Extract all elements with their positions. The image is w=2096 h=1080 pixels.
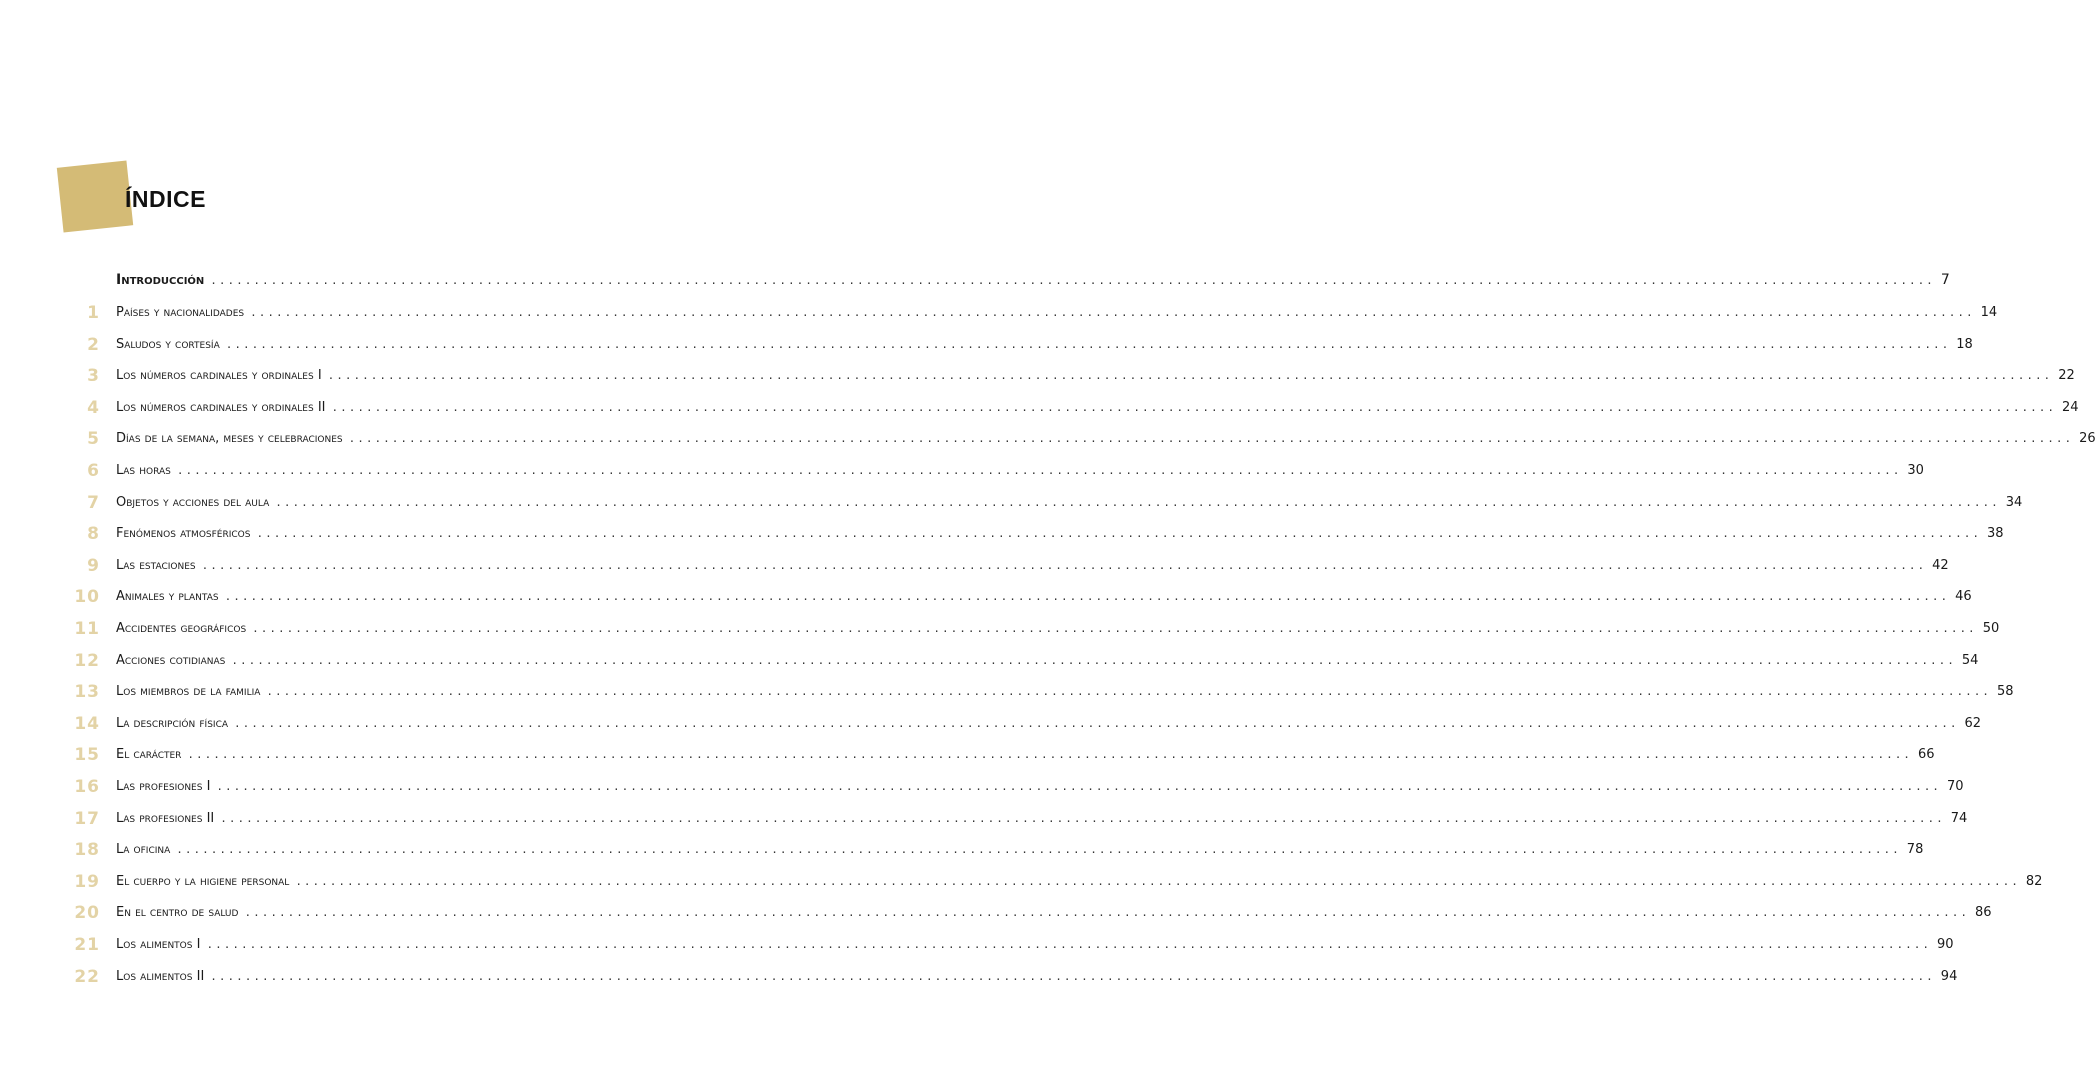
- toc-entry-label: Fenómenos atmosféricos: [116, 526, 251, 542]
- toc-row[interactable]: [0, 554, 1949, 582]
- chapter-number: 21: [74, 935, 100, 955]
- dot-leader: ........................................................................................................................................................................................................: [206, 938, 1931, 951]
- chapter-number: 22: [74, 966, 100, 987]
- chapter-number: 17: [74, 808, 100, 829]
- dot-leader: ........................................................................................................................................................................................................: [231, 653, 1956, 667]
- toc-entry: [116, 305, 1998, 320]
- dot-leader: ........................................................................................................................................................................................................: [176, 843, 1901, 857]
- toc-row[interactable]: [0, 649, 1979, 677]
- toc-row[interactable]: [0, 965, 1958, 993]
- toc-entry-label: Objetos y acciones del aula: [116, 494, 270, 510]
- toc-page-number: 58: [1996, 684, 2014, 700]
- toc-entry: [116, 526, 2004, 542]
- toc-page-number: 66: [1917, 747, 1935, 763]
- toc-page-number: 7: [1940, 272, 1950, 288]
- toc-entry: [116, 399, 2079, 415]
- toc-page-number: 42: [1932, 557, 1949, 573]
- toc-entry: [116, 715, 1982, 731]
- toc-entry: [116, 336, 1973, 352]
- toc-page-number: 74: [1950, 810, 1968, 826]
- dot-leader: ........................................................................................................................................................................................................: [256, 527, 1981, 541]
- toc-entry-label: Saludos y cortesía: [116, 336, 220, 352]
- toc-page-number: 50: [1982, 621, 2000, 636]
- dot-leader: ........................................................................................................................................................................................................: [348, 432, 2074, 446]
- toc-page-number: 38: [1986, 526, 2004, 542]
- toc-entry-label: Animales y plantas: [116, 589, 219, 605]
- toc-page-number: 24: [2062, 399, 2079, 415]
- index-title-block: [60, 164, 260, 240]
- toc-entry: [116, 368, 2075, 384]
- toc-entry: [116, 431, 2096, 447]
- toc-page-number: 30: [1907, 463, 1924, 478]
- toc-entry: [116, 905, 1992, 921]
- toc-entry-label: Accidentes geográficos: [116, 621, 247, 636]
- toc-entry: [116, 968, 1958, 984]
- toc-entry: [116, 684, 2014, 700]
- toc-row[interactable]: [0, 617, 2000, 645]
- toc-entry: [116, 621, 2000, 636]
- toc-page-number: 90: [1936, 937, 1954, 952]
- chapter-number: 7: [87, 492, 100, 513]
- chapter-number: 20: [74, 903, 100, 924]
- dot-leader: ........................................................................................................................................................................................................: [327, 369, 2053, 383]
- dot-leader: ........................................................................................................................................................................................................: [216, 780, 1941, 793]
- toc-entry: [116, 937, 1954, 952]
- dot-leader: ........................................................................................................................................................................................................: [224, 590, 1950, 604]
- chapter-number: 4: [87, 397, 100, 418]
- title-decorative-square: [57, 161, 133, 233]
- chapter-number: 16: [74, 777, 100, 797]
- dot-leader: ........................................................................................................................................................................................................: [225, 337, 1951, 351]
- toc-row[interactable]: [0, 396, 2079, 424]
- toc-page-number: 46: [1955, 589, 1972, 605]
- dot-leader: ........................................................................................................................................................................................................: [234, 716, 1959, 730]
- dot-leader: ........................................................................................................................................................................................................: [252, 622, 1977, 635]
- toc-entry: [116, 589, 1972, 605]
- chapter-number: 9: [87, 555, 100, 576]
- toc-entry: [116, 873, 2043, 889]
- toc-entry-label: La oficina: [116, 842, 171, 858]
- toc-row[interactable]: [0, 459, 1924, 487]
- toc-entry: [116, 779, 1964, 794]
- toc-entry-label: El carácter: [116, 747, 182, 763]
- toc-row[interactable]: [0, 491, 2023, 519]
- toc-row[interactable]: [0, 933, 1954, 961]
- toc-row[interactable]: [0, 427, 2096, 455]
- toc-page-number: 18: [1956, 336, 1973, 352]
- toc-page-number: 26: [2079, 431, 2096, 447]
- toc-page-number: 14: [1980, 305, 1998, 320]
- toc-entry: [116, 810, 1968, 826]
- chapter-number: 11: [74, 619, 100, 639]
- toc-row[interactable]: [0, 838, 1924, 866]
- chapter-number: 2: [87, 334, 100, 355]
- toc-page-number: 70: [1946, 779, 1964, 794]
- toc-entry: [116, 652, 1979, 668]
- toc-entry: [116, 272, 1950, 288]
- chapter-number: 5: [87, 429, 100, 450]
- toc-entry: [116, 494, 2023, 510]
- toc-page-number: 54: [1961, 652, 1979, 668]
- toc-entry: [116, 463, 1924, 478]
- toc-entry-label: Los alimentos I: [116, 937, 201, 952]
- toc-entry-label: Países y nacionalidades: [116, 305, 245, 320]
- dot-leader: ........................................................................................................................................................................................................: [266, 685, 1991, 699]
- chapter-number: 8: [87, 524, 100, 545]
- toc-row[interactable]: [0, 775, 1964, 803]
- toc-entry: [116, 842, 1924, 858]
- chapter-number: 15: [74, 745, 100, 766]
- toc-entry: [116, 557, 1949, 573]
- toc-page-number: 62: [1964, 715, 1982, 731]
- chapter-number: 18: [74, 840, 100, 861]
- toc-entry-label: Los números cardinales y ordinales I: [116, 368, 322, 384]
- toc-entry-label: Las profesiones I: [116, 779, 211, 794]
- toc-row[interactable]: [0, 364, 2075, 392]
- toc-entry-label: La descripción física: [116, 715, 229, 731]
- toc-row[interactable]: [0, 680, 2014, 708]
- toc-row-intro[interactable]: [0, 268, 1950, 296]
- toc-entry-label: Acciones cotidianas: [116, 652, 226, 668]
- dot-leader: ........................................................................................................................................................................................................: [220, 811, 1945, 825]
- page-title: ÍNDICE: [125, 186, 206, 212]
- toc-page-number: 78: [1906, 842, 1924, 858]
- dot-leader: ........................................................................................................................................................................................................: [187, 748, 1912, 762]
- toc-row[interactable]: [0, 712, 1982, 740]
- dot-leader: ........................................................................................................................................................................................................: [210, 969, 1935, 983]
- dot-leader: ........................................................................................................................................................................................................: [176, 464, 1902, 477]
- toc-entry-label: En el centro de salud: [116, 905, 239, 921]
- dot-leader: ........................................................................................................................................................................................................: [201, 558, 1927, 572]
- toc-row[interactable]: [0, 301, 1998, 329]
- toc-entry-label: Las estaciones: [116, 557, 196, 573]
- toc-entry-label: Los alimentos II: [116, 968, 205, 984]
- toc-entry-label: Introducción: [116, 272, 205, 288]
- chapter-number: 1: [87, 303, 100, 323]
- dot-leader: ........................................................................................................................................................................................................: [250, 306, 1975, 319]
- chapter-number: 19: [74, 871, 100, 892]
- toc-page-number: 34: [2005, 494, 2023, 510]
- toc-row[interactable]: [0, 807, 1968, 835]
- chapter-number: 10: [74, 587, 100, 608]
- dot-leader: ........................................................................................................................................................................................................: [295, 874, 2020, 888]
- dot-leader: ........................................................................................................................................................................................................: [210, 274, 1935, 287]
- chapter-number: 3: [87, 366, 100, 387]
- chapter-number: 6: [87, 461, 100, 481]
- dot-leader: ........................................................................................................................................................................................................: [275, 495, 2000, 509]
- chapter-number: 14: [74, 713, 100, 734]
- toc-row[interactable]: [0, 870, 2043, 898]
- chapter-number: 12: [74, 650, 100, 671]
- toc-row[interactable]: [0, 333, 1973, 361]
- toc-page-number: 86: [1974, 905, 1992, 921]
- toc-entry-label: Las profesiones II: [116, 810, 215, 826]
- dot-leader: ........................................................................................................................................................................................................: [244, 906, 1969, 920]
- toc-row[interactable]: [0, 522, 2004, 550]
- toc-entry-label: Las horas: [116, 463, 171, 478]
- toc-row[interactable]: [0, 901, 1992, 929]
- dot-leader: ........................................................................................................................................................................................................: [331, 400, 2057, 414]
- toc-row[interactable]: [0, 743, 1935, 771]
- toc-page-number: 82: [2025, 873, 2043, 889]
- toc-page-number: 22: [2058, 368, 2075, 384]
- toc-page-number: 94: [1940, 968, 1958, 984]
- toc-entry-label: El cuerpo y la higiene personal: [116, 873, 290, 889]
- toc-entry: [116, 747, 1935, 763]
- chapter-number: 13: [74, 682, 100, 703]
- toc-row[interactable]: [0, 585, 1972, 613]
- toc-entry-label: Los números cardinales y ordinales II: [116, 399, 326, 415]
- toc-entry-label: Los miembros de la familia: [116, 684, 261, 700]
- toc-entry-label: Días de la semana, meses y celebraciones: [116, 431, 343, 447]
